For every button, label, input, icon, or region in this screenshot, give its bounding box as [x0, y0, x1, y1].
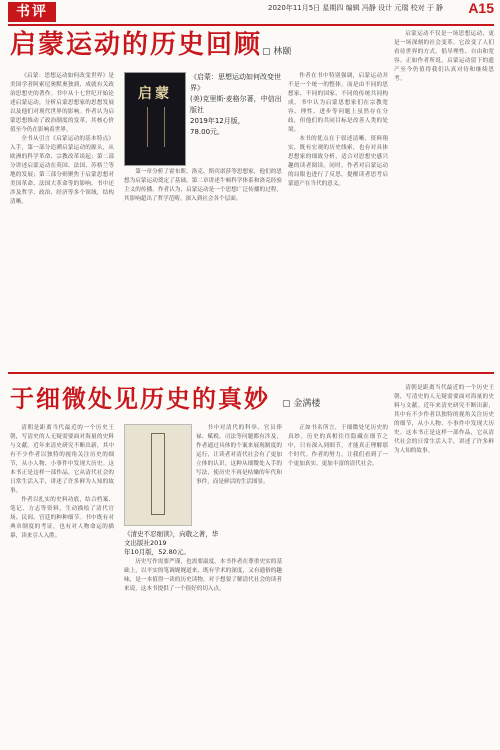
article1-column-1: [10, 72, 114, 362]
book-cover-title: 启蒙: [138, 86, 172, 102]
section-label: 书评: [8, 2, 56, 22]
article1-title: 启蒙运动的历史回顾: [10, 30, 263, 60]
article1-paragraph: 《启蒙：思想运动如何改变世界》是美国学者阿索尼奥默奥独到、成就有关政治思想史的著作。书中从十七世纪开始论述启蒙运动，分析启蒙思想家的思想发展以及他们对现代世界的影响。作者认为启蒙思想推动了政治制度的变革，其核心价值至今仍在影响着世界。: [10, 73, 114, 133]
article2-column-4: [394, 384, 494, 746]
article2-book-cover: [124, 424, 192, 526]
book-caption-title: 《清史不忍细读》，向敬之著，华文出版社2019: [124, 530, 219, 547]
article2-column-3: [288, 424, 388, 746]
book-cover-ornament: [147, 107, 165, 147]
book-caption-title: 《启蒙：思想运动如何改变世界》: [190, 73, 281, 92]
article2-author-name: 金满楼: [293, 399, 321, 409]
article2-author: ▢ 金满楼: [282, 399, 321, 409]
book-caption-date: 2019年12月版，: [190, 117, 245, 125]
article1-paragraph: 作者在书中特别强调，启蒙运动并不是一个统一的整体，而是由不同的思想家、不同的国家、不同的传统共同构成。书中认为启蒙思想家们在宗教宽容、理性、进步等问题上虽然存在分歧，但他们的共同目标是改善人类的处境。: [288, 73, 388, 133]
article1-book-caption: [190, 72, 282, 152]
article2-column-1: [10, 424, 114, 746]
issue-date: 2020年11月5日: [268, 4, 321, 12]
page-number: A15: [468, 0, 494, 16]
proof-credit: 校对 于 静: [410, 4, 444, 12]
article2-paragraph: 书中对清代的科举、官员俸禄、赋税、司法等问题都有涉及，作者通过具体的个案来展现制度的运行，让读者对清代社会有了更加立体的认识。这种从细微处入手的写法，使历史不再是枯燥的年代和事件，而是鲜活的生活图景。: [196, 425, 282, 485]
article2-paragraph: 历史写作需要严谨，也需要温度。本书作者在尊重史实的基础上，以平实的笔调娓娓道来，既有学术的深度，又有通俗的趣味，是一本值得一读的历史读物。对于想要了解清代社会的读者来说，这本书提供了一个很好的切入点。: [124, 559, 282, 592]
article1-paragraph: 第一章分析了霍布斯、洛克、斯宾诺莎等思想家，他们的思想为启蒙运动奠定了基础。第二章讲述牛顿科学体系和洛克经验主义的传播。作者认为，启蒙运动是一个思想广泛传播的过程，其影响超出了哲学范畴，深入到社会各个层面。: [124, 169, 282, 202]
article2-column-2a: [196, 424, 282, 526]
article1-author-name: 林颐: [273, 47, 292, 57]
issue-weekday: 星期四: [322, 4, 344, 12]
article1-column-2: [124, 168, 282, 362]
article1-paragraph: 全书从引言《启蒙运动的基本特点》入手，第一部分追溯启蒙运动的源头，从欧洲的科学革命、宗教改革谈起；第二部分讲述启蒙运动在英国、法国、苏格兰等地的发展；第三部分则聚焦于启蒙思想对美国革命、法国大革命等的影响。书中还涉及哲学、政治、经济等多个领域，结构清晰。: [10, 136, 114, 205]
book-caption-publisher: (美)克里斯·麦格尔著，中信出版社: [190, 95, 282, 114]
book-cover-ornament: [151, 433, 165, 515]
article1-column-4: [394, 30, 494, 362]
article2-paragraph: 清朝是距离当代最近的一个历史王朝，写清史的人无疑需要面对海量的史料与文献。近年来清史研究不断出新，其中有不少作者以独特的视角关注历史的细节，从小人物、小事件中发现大历史。这本书正是这样一部作品，它从清代社会的日常生活入手，讲述了许多鲜为人知的故事。: [394, 385, 494, 454]
article1-column-3: [288, 72, 388, 362]
design-credit: 设计 元瑞: [378, 4, 409, 12]
article1-book-cover: [124, 72, 186, 166]
page-header: [8, 0, 494, 24]
book-caption-date: 年10月版，52.80元。: [124, 548, 190, 556]
article1-paragraph: 启蒙运动不仅是一场思想运动，更是一场深刻的社会变革。它改变了人们看待世界的方式，倡导理性、自由和宽容。正如作者所说，启蒙运动留下的遗产至今仍值得我们认真对待和继续思考。: [394, 31, 494, 82]
book-caption-price: 78.00元。: [190, 128, 225, 136]
article2-title: 于细微处见历史的真妙: [10, 384, 270, 413]
page-meta: [268, 3, 443, 13]
article2-book-caption: [124, 530, 224, 554]
article1-author: ▢ 林颐: [262, 47, 292, 57]
article2-paragraph: 正如书名所言，于细微处见历史的真妙。历史的真相往往隐藏在细节之中，只有深入到细节，才能真正理解那个时代。作者的努力，让我们看到了一个更加真实、更加丰富的清代社会。: [288, 425, 388, 467]
header-rule: [8, 24, 494, 26]
article2-column-2b: [124, 558, 282, 746]
article-divider: [8, 372, 494, 374]
article2-paragraph: 清朝是距离当代最近的一个历史王朝，写清史的人无疑需要面对海量的史料与文献。近年来清史研究不断出新，其中有不少作者以独特的视角关注历史的细节，从小人物、小事件中发现大历史。这本书正是这样一部作品，它从清代社会的日常生活入手，讲述了许多鲜为人知的故事。: [10, 425, 114, 494]
article1-paragraph: 本书的优点在于叙述清晰、资料翔实，既有宏观的历史线索，也有对具体思想家的细致分析，适合对思想史感兴趣的读者阅读。同时，作者对启蒙运动的局限也进行了反思，提醒读者思考启蒙遗产在当代的意义。: [288, 136, 388, 187]
article2-paragraph: 作者以扎实的史料功底，结合档案、笔记、方志等资料，生动描绘了清代官场、民间、宫廷的种种细节。书中既有对典章制度的考证，也有对人物命运的描摹，读来引人入胜。: [10, 497, 114, 539]
editor-credit: 编辑 冯静: [345, 4, 376, 12]
